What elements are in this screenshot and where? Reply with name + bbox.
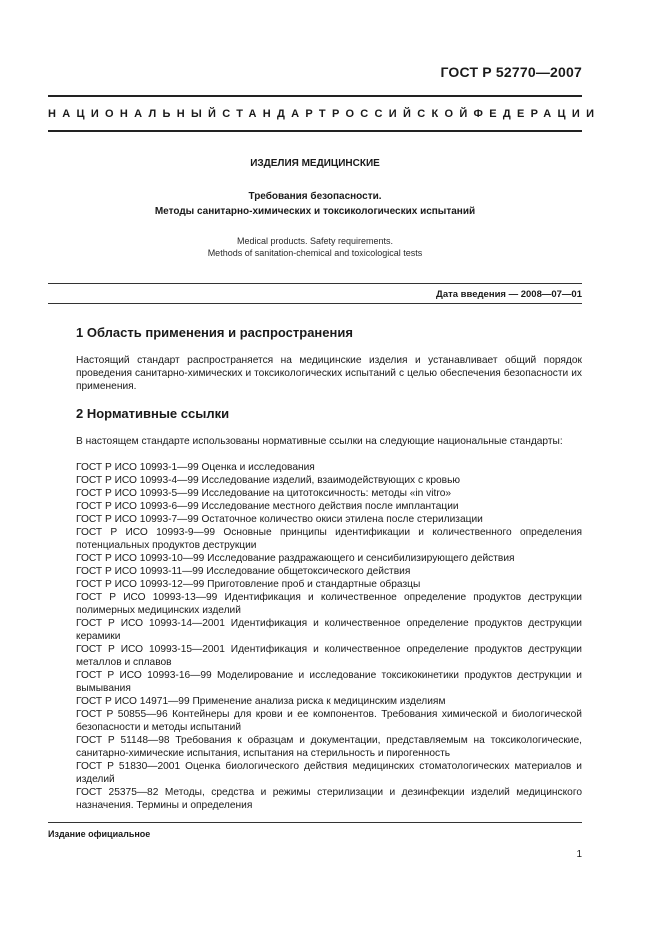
reference-item	[48, 592, 582, 618]
document-subtitle-1: Требования безопасности.	[248, 191, 382, 202]
reference-text: ГОСТ Р ИСО 14971—99 Применение анализа риска к медицинским изделиям	[76, 696, 446, 707]
section-1-paragraph: Настоящий стандарт распространяется на медицинские изделия и устанавливает общий порядок проведения санитарно-химических и токсикологических испытаний с целью обеспечения безопасности их применения.	[76, 355, 582, 392]
reference-text: ГОСТ Р ИСО 10993-13—99 Идентификация и количественное определение продуктов деструкции полимерных медицинских изделий	[76, 592, 582, 616]
reference-text: ГОСТ Р 50855—96 Контейнеры для крови и ее компонентов. Требования химической и биологической безопасности и методы испытаний	[76, 709, 582, 733]
section-1-heading: 1 Область применения и распространения	[76, 325, 353, 340]
reference-item	[48, 618, 582, 644]
banner-word-4: ФЕДЕРАЦИИ	[473, 108, 601, 120]
reference-item	[48, 462, 582, 475]
reference-text: ГОСТ Р 51830—2001 Оценка биологического действия медицинских стоматологических материалов и изделий	[76, 761, 582, 785]
reference-item	[48, 761, 582, 787]
reference-text: ГОСТ Р ИСО 10993-1—99 Оценка и исследования	[76, 462, 315, 473]
date-rule-bottom	[48, 303, 582, 304]
reference-text: ГОСТ Р ИСО 10993-10—99 Исследование раздражающего и сенсибилизирующего действия	[76, 553, 515, 564]
reference-item	[48, 527, 582, 553]
reference-text: ГОСТ Р 51148—98 Требования к образцам и документации, представляемым на токсикологические, санитарно-химические испытания, испытания на стерильность и пирогенность	[76, 735, 582, 759]
reference-text: ГОСТ Р ИСО 10993-7—99 Остаточное количество окиси этилена после стерилизации	[76, 514, 483, 525]
banner-word-1: НАЦИОНАЛЬНЫЙ	[48, 108, 223, 120]
publication-note: Издание официальное	[48, 829, 151, 839]
reference-item	[48, 670, 582, 696]
header-rule	[48, 95, 582, 97]
section-2-intro-text: В настоящем стандарте использованы нормативные ссылки на следующие национальные стандарты:	[76, 436, 563, 447]
reference-item	[48, 787, 582, 813]
reference-item	[48, 488, 582, 501]
reference-item	[48, 566, 582, 579]
reference-text: ГОСТ Р ИСО 10993-5—99 Исследование на цитотоксичность: методы «in vitro»	[76, 488, 452, 499]
reference-text: ГОСТ Р ИСО 10993-9—99 Основные принципы идентификации и количественного определения потенциальных продуктов деструкции	[76, 527, 582, 551]
reference-item	[48, 644, 582, 670]
reference-text: ГОСТ Р ИСО 10993-11—99 Исследование общетоксического действия	[76, 566, 411, 577]
reference-text: ГОСТ Р ИСО 10993-4—99 Исследование изделий, взаимодействующих с кровью	[76, 475, 461, 486]
banner-rule	[48, 130, 582, 132]
page-number: 1	[576, 849, 582, 860]
document-title: ИЗДЕЛИЯ МЕДИЦИНСКИЕ	[250, 158, 380, 169]
section-1-text	[48, 355, 582, 394]
reference-text: ГОСТ Р ИСО 10993-16—99 Моделирование и исследование токсикокинетики продуктов деструкции и вымывания	[76, 670, 582, 694]
introduction-date: Дата введения — 2008—07—01	[436, 289, 582, 300]
reference-item	[48, 501, 582, 514]
banner-word-3: РОССИЙСКОЙ	[331, 108, 474, 120]
national-standard-banner	[48, 108, 601, 120]
reference-text: ГОСТ Р ИСО 10993-12—99 Приготовление проб и стандартные образцы	[76, 579, 421, 590]
reference-text: ГОСТ Р ИСО 10993-6—99 Исследование местного действия после имплантации	[76, 501, 459, 512]
reference-text: ГОСТ 25375—82 Методы, средства и режимы стерилизации и дезинфекции изделий медицинского назначения. Термины и определения	[76, 787, 582, 811]
english-title-1: Medical products. Safety requirements.	[236, 236, 394, 246]
reference-item	[48, 553, 582, 566]
reference-item	[48, 735, 582, 761]
reference-item	[48, 696, 582, 709]
standard-code: ГОСТ Р 52770—2007	[440, 64, 582, 80]
reference-item	[48, 709, 582, 735]
banner-word-2: СТАНДАРТ	[222, 108, 332, 120]
date-rule	[48, 283, 582, 284]
reference-item	[48, 475, 582, 488]
english-title-2: Methods of sanitation-chemical and toxicological tests	[207, 248, 423, 258]
reference-item	[48, 514, 582, 527]
section-2-heading: 2 Нормативные ссылки	[76, 406, 230, 421]
reference-text: ГОСТ Р ИСО 10993-14—2001 Идентификация и количественное определение продуктов деструкции керамики	[76, 618, 582, 642]
footer-rule	[48, 822, 582, 823]
reference-item	[48, 579, 582, 592]
reference-text: ГОСТ Р ИСО 10993-15—2001 Идентификация и количественное определение продуктов деструкции металлов и сплавов	[76, 644, 582, 668]
document-subtitle-2: Методы санитарно-химических и токсикологических испытаний	[154, 206, 476, 217]
section-2-intro	[48, 436, 582, 449]
